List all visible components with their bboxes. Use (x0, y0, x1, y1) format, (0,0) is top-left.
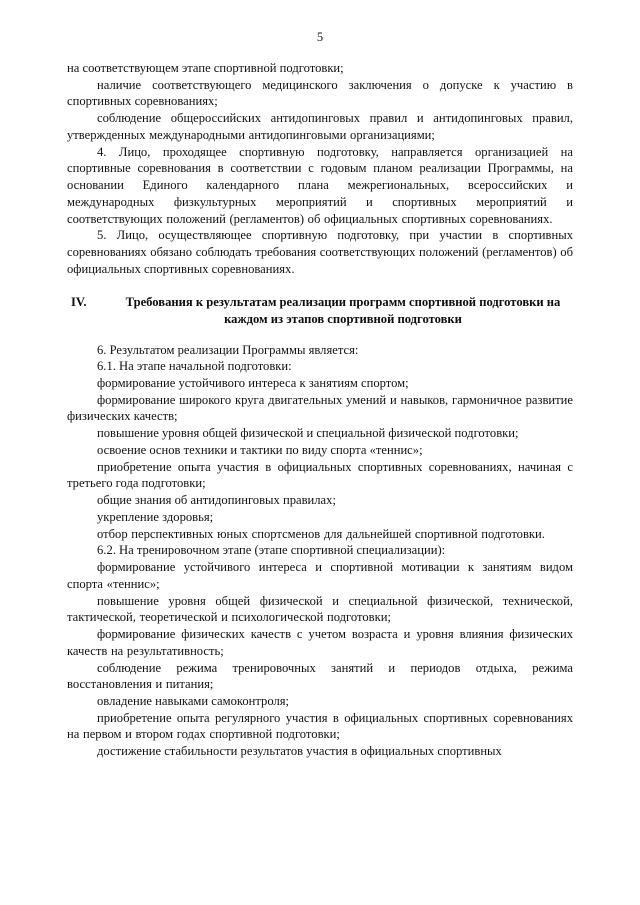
paragraph: 5. Лицо, осуществляющее спортивную подготовку, при участии в спортивных соревнованиях обязано соблюдать требования соответствующих положений (регламентов) об официальных спортивных соревнованиях. (67, 228, 573, 276)
paragraph: формирование устойчивого интереса и спортивной мотивации к занятиям видом спорта «теннис»; (67, 560, 573, 591)
paragraph: 6.2. На тренировочном этапе (этапе спортивной специализации): (97, 543, 446, 558)
paragraph: повышение уровня общей физической и специальной физической, технической, тактической, теоретической и психологической подготовки; (67, 593, 573, 625)
paragraph: соблюдение общероссийских антидопинговых правил и антидопинговых правил, утвержденных международными антидопинговыми организациями; (67, 111, 573, 142)
paragraph: формирование устойчивого интереса к занятиям спортом; (97, 376, 409, 391)
paragraph: укрепление здоровья; (97, 509, 214, 524)
page-number: 5 (316, 30, 324, 44)
paragraph: формирование широкого круга двигательных умений и навыков, гармоничное развитие физических качеств; (67, 392, 573, 424)
paragraph: отбор перспективных юных спортсменов для дальнейшей спортивной подготовки. (97, 526, 545, 541)
section-heading-text: Требования к результатам реализации программ спортивной подготовки на каждом из этапов спортивной подготовки (125, 294, 561, 326)
paragraph: общие знания об антидопинговых правилах; (97, 493, 336, 508)
paragraph: приобретение опыта участия в официальных спортивных соревнованиях, начиная с третьего года подготовки; (67, 459, 573, 491)
paragraph: повышение уровня общей физической и специальной физической подготовки; (97, 426, 519, 441)
paragraph: 4. Лицо, проходящее спортивную подготовку, направляется организацией на спортивные соревнования в соответствии с годовым планом реализации Программы, на основании Единого календарного плана межрегиональных, всероссийских и международных физкультурных мероприятий и спортивных мероприятий и соответствующих положений (регламентов) об официальных спортивных соревнованиях. (67, 144, 573, 226)
paragraph: освоение основ техники и тактики по виду спорта «теннис»; (97, 442, 423, 457)
paragraph: 6. Результатом реализации Программы является: (97, 342, 359, 357)
paragraph: овладение навыками самоконтроля; (97, 693, 290, 708)
paragraph: 6.1. На этапе начальной подготовки: (97, 359, 292, 374)
paragraph: формирование физических качеств с учетом возраста и уровня влияния физических качеств на результативность; (67, 627, 573, 658)
section-heading-number: IV. (71, 294, 87, 309)
document-body (67, 60, 573, 760)
paragraph: приобретение опыта регулярного участия в официальных спортивных соревнованиях на первом и втором годах спортивной подготовки; (67, 710, 573, 742)
paragraph: наличие соответствующего медицинского заключения о допуске к участию в спортивных соревнованиях; (67, 77, 573, 109)
paragraph: на соответствующем этапе спортивной подготовки; (67, 61, 344, 75)
paragraph: соблюдение режима тренировочных занятий и периодов отдыха, режима восстановления и питания; (67, 660, 573, 692)
paragraph: достижение стабильности результатов участия в официальных спортивных (97, 744, 502, 759)
section-heading (67, 294, 573, 328)
